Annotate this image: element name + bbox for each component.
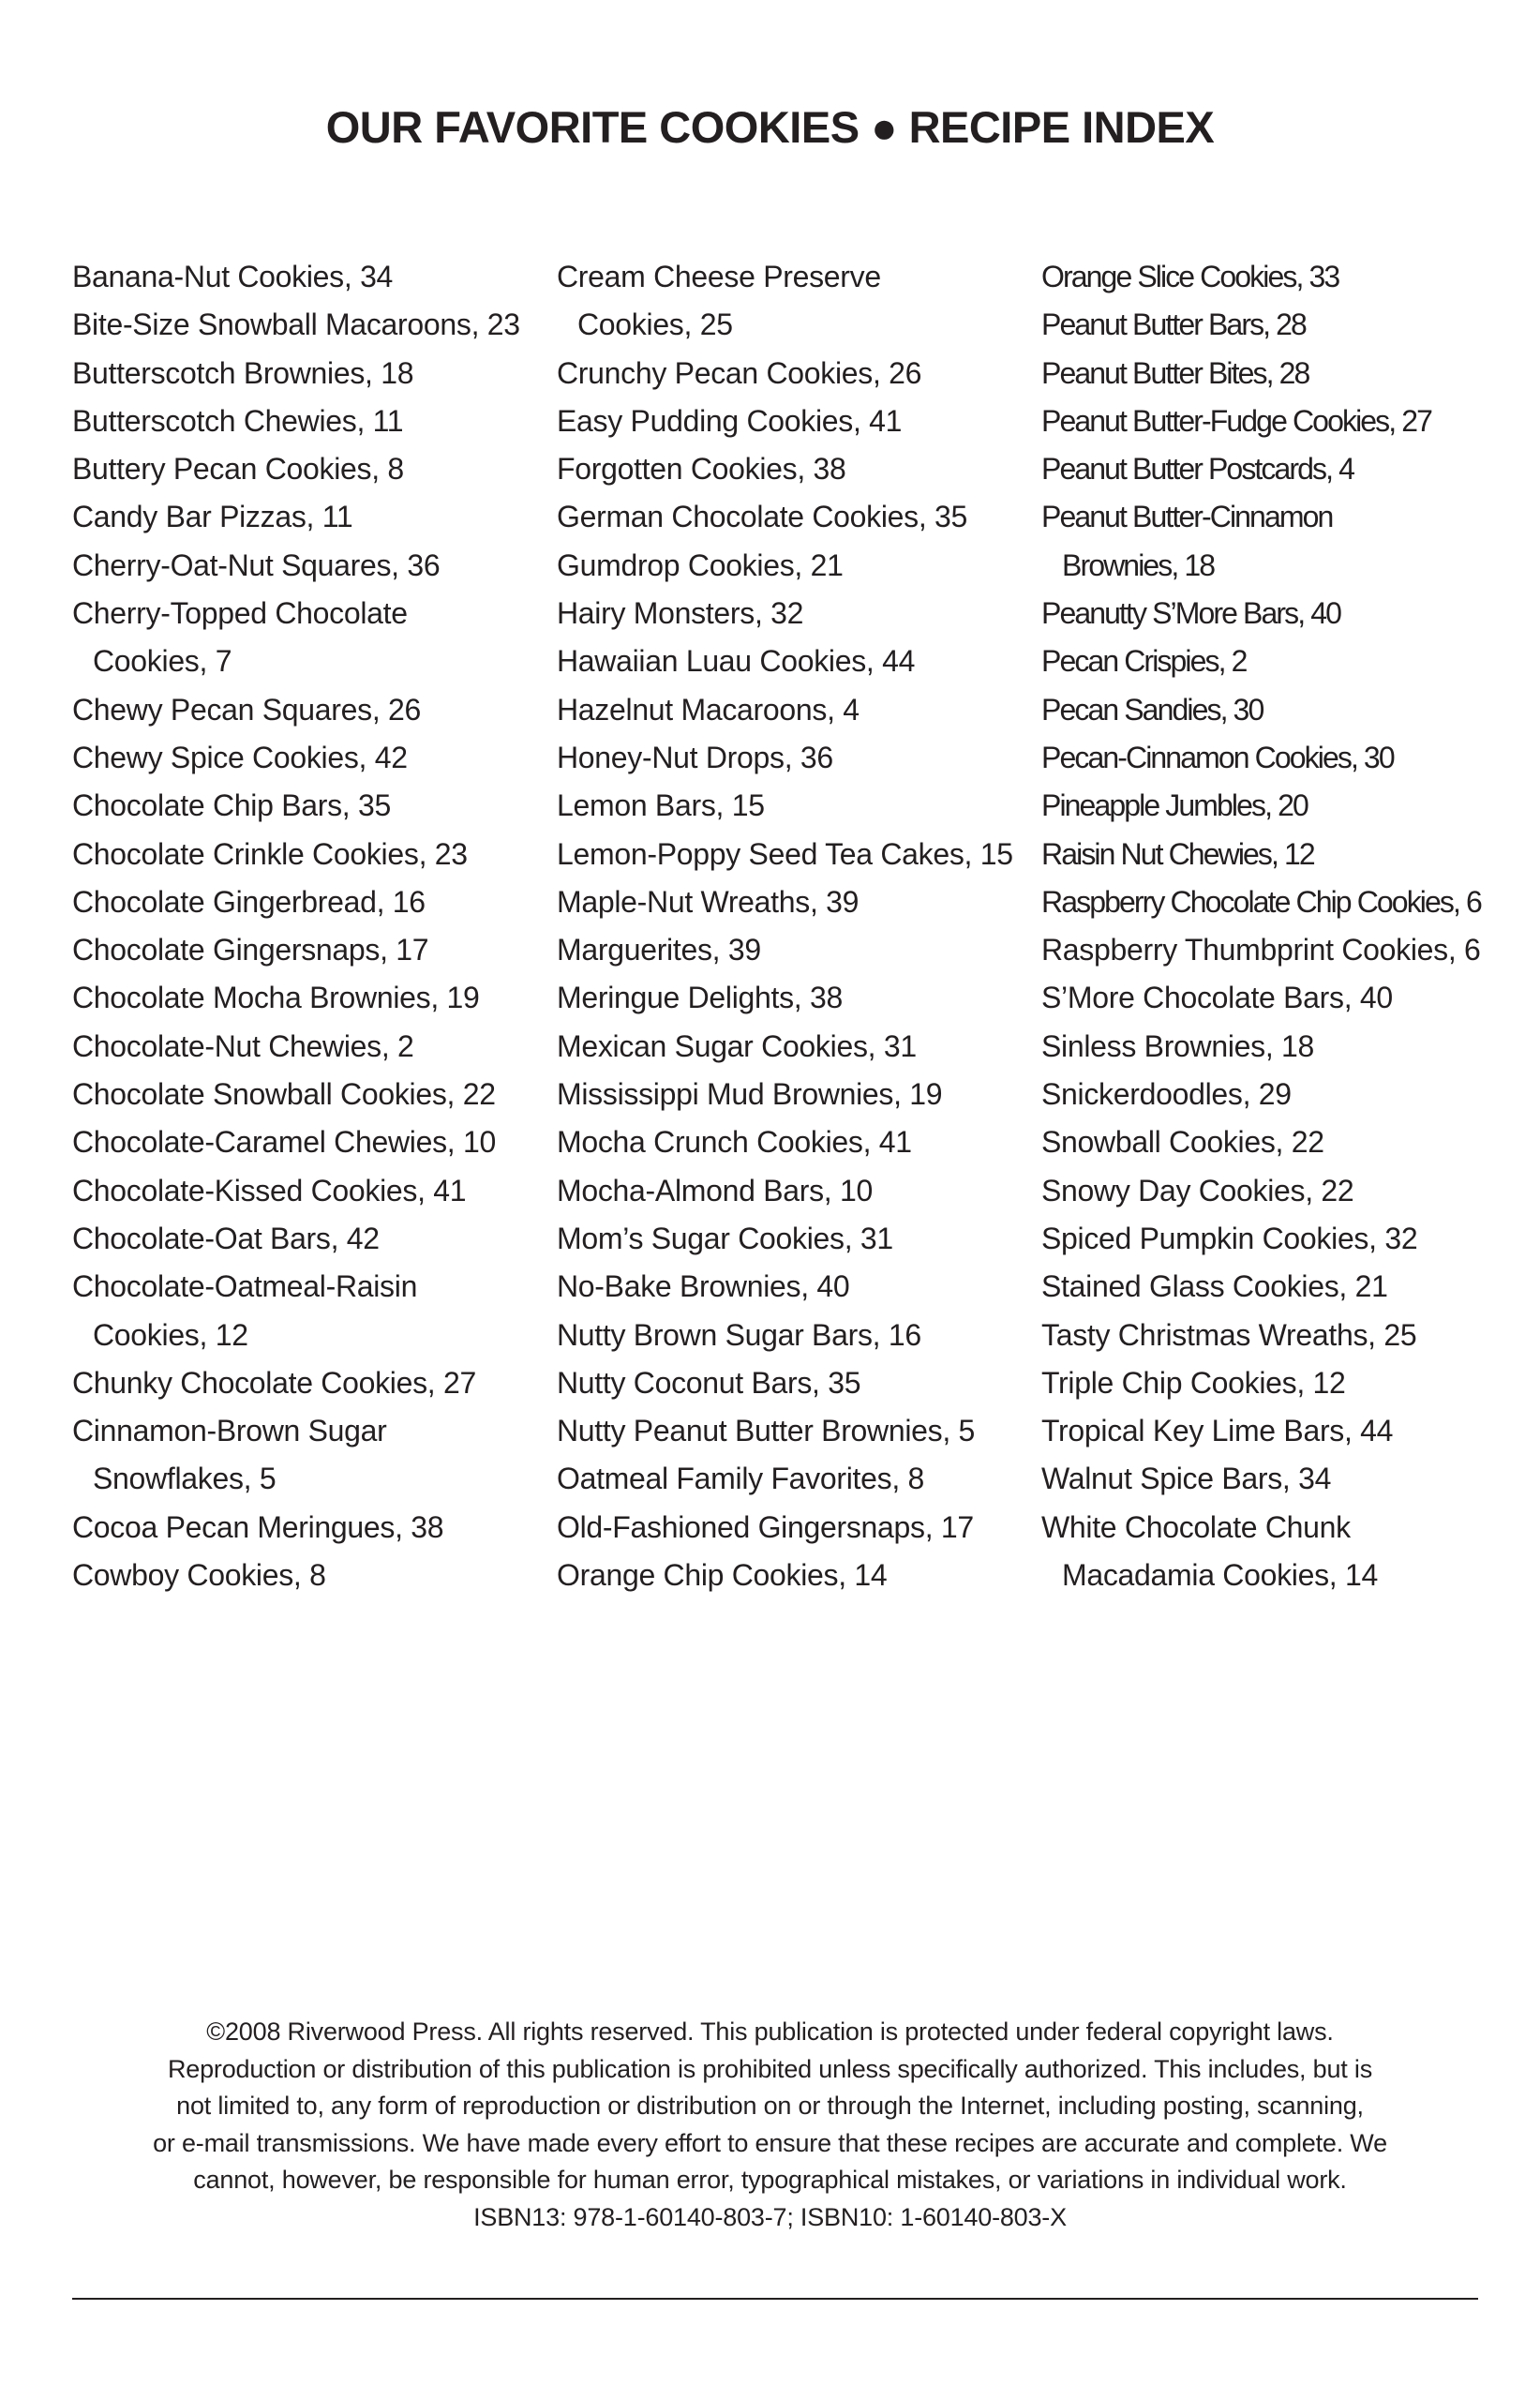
index-entry-text: Meringue Delights, 38 <box>557 981 843 1015</box>
index-entry <box>72 1263 520 1359</box>
index-entry <box>1041 1071 1481 1118</box>
index-entry-text: Peanut Butter-Fudge Cookies, 27 <box>1041 403 1432 438</box>
index-entry <box>72 590 520 686</box>
index-entry-text: Pecan Sandies, 30 <box>1041 692 1263 727</box>
index-entry-text: Chocolate-Caramel Chewies, 10 <box>72 1125 496 1160</box>
isbn-line: ISBN13: 978-1-60140-803-7; ISBN10: 1-60140-803-X <box>473 2202 1067 2231</box>
index-entry-text: Banana-Nut Cookies, 34 <box>72 260 394 293</box>
index-entry <box>557 590 1013 638</box>
index-entry <box>557 1071 1013 1118</box>
index-entry <box>557 1504 1013 1552</box>
index-entry <box>557 493 1013 541</box>
index-entry-text: Chewy Pecan Squares, 26 <box>72 692 421 727</box>
index-entry <box>72 782 520 830</box>
index-entry <box>557 1263 1013 1311</box>
index-entry-text: Cherry-Oat-Nut Squares, 36 <box>72 548 441 582</box>
index-entry <box>1041 493 1481 590</box>
index-entry-text: White Chocolate Chunk <box>1041 1509 1351 1544</box>
index-entry <box>72 1071 520 1118</box>
index-entry-text: Gumdrop Cookies, 21 <box>557 548 844 582</box>
index-entry <box>1041 686 1481 734</box>
index-entry <box>1041 926 1481 974</box>
index-entry <box>557 253 1013 350</box>
index-entry-text: Candy Bar Pizzas, 11 <box>72 500 353 534</box>
index-entry <box>1041 1263 1481 1311</box>
footer-line: not limited to, any form of reproduction or distribution on or through the Internet, including posting, scanning, <box>176 2092 1364 2120</box>
index-entry-text: Raspberry Chocolate Chip Cookies, 6 <box>1041 884 1481 919</box>
index-entry <box>1041 1023 1481 1071</box>
index-entry-continuation: Cookies, 12 <box>93 1317 248 1352</box>
index-entry <box>72 734 520 782</box>
index-entry-text: Snickerdoodles, 29 <box>1041 1077 1292 1112</box>
index-entry-text: Orange Chip Cookies, 14 <box>557 1558 888 1593</box>
index-entry-text: Peanut Butter Bites, 28 <box>1041 355 1309 390</box>
index-entry <box>557 1407 1013 1455</box>
index-entry <box>72 350 520 398</box>
index-entry-text: Snowball Cookies, 22 <box>1041 1125 1324 1160</box>
index-entry-text: Chocolate Mocha Brownies, 19 <box>72 981 480 1015</box>
index-entry <box>557 1118 1013 1166</box>
index-entry <box>72 493 520 541</box>
index-entry <box>72 1215 520 1263</box>
index-entry <box>1041 1455 1481 1503</box>
index-entry-text: Chocolate Gingerbread, 16 <box>72 884 426 919</box>
index-entry-text: Chocolate Snowball Cookies, 22 <box>72 1077 496 1112</box>
index-entry-continuation: Macadamia Cookies, 14 <box>1062 1558 1378 1593</box>
index-entry-text: Hazelnut Macaroons, 4 <box>557 692 860 727</box>
index-entry <box>1041 1359 1481 1407</box>
index-entry <box>1041 350 1481 398</box>
index-entry <box>1041 638 1481 685</box>
index-entry-text: Sinless Brownies, 18 <box>1041 1028 1315 1063</box>
index-entry-text: Nutty Brown Sugar Bars, 16 <box>557 1317 921 1352</box>
index-entry-text: Cherry-Topped Chocolate <box>72 596 408 631</box>
index-entry <box>1041 1504 1481 1600</box>
index-entry-text: Mom’s Sugar Cookies, 31 <box>557 1221 893 1255</box>
index-entry-text: Lemon-Poppy Seed Tea Cakes, 15 <box>557 836 1013 871</box>
index-entry <box>557 878 1013 926</box>
index-entry <box>72 301 520 349</box>
index-entry-text: Hairy Monsters, 32 <box>557 596 804 631</box>
index-entry-text: Orange Slice Cookies, 33 <box>1041 260 1339 293</box>
index-entry <box>72 253 520 301</box>
index-entry-text: Peanutty S’More Bars, 40 <box>1041 596 1341 631</box>
index-entry <box>557 926 1013 974</box>
index-entry <box>557 350 1013 398</box>
index-entry-text: Chocolate-Oatmeal-Raisin <box>72 1269 418 1304</box>
index-entry-continuation: Cookies, 25 <box>577 308 733 342</box>
index-entry-text: Mocha Crunch Cookies, 41 <box>557 1125 912 1160</box>
index-entry-text: Chocolate-Oat Bars, 42 <box>72 1221 380 1255</box>
index-entry <box>1041 445 1481 493</box>
index-entry-text: Oatmeal Family Favorites, 8 <box>557 1462 925 1496</box>
index-entry <box>557 1023 1013 1071</box>
footer-line: or e-mail transmissions. We have made every effort to ensure that these recipes are accurate and complete. We <box>153 2128 1387 2157</box>
index-entry-text: Buttery Pecan Cookies, 8 <box>72 452 404 487</box>
index-column-1 <box>72 253 520 1599</box>
index-entry <box>72 686 520 734</box>
index-entry-text: Mocha-Almond Bars, 10 <box>557 1173 873 1208</box>
index-entry-text: Chunky Chocolate Cookies, 27 <box>72 1365 476 1400</box>
index-entry-text: Walnut Spice Bars, 34 <box>1041 1462 1332 1496</box>
index-entry <box>557 542 1013 590</box>
index-entry-text: Nutty Coconut Bars, 35 <box>557 1365 861 1400</box>
index-entry-text: Mexican Sugar Cookies, 31 <box>557 1028 917 1063</box>
page-title: OUR FAVORITE COOKIES ● RECIPE INDEX <box>325 102 1215 152</box>
index-entry-text: Old-Fashioned Gingersnaps, 17 <box>557 1509 974 1544</box>
footer-line: Reproduction or distribution of this publication is prohibited unless specifically authorized. This includes, but is <box>167 2054 1372 2083</box>
index-entry <box>557 1455 1013 1503</box>
index-entry <box>1041 782 1481 830</box>
index-entry-text: Maple-Nut Wreaths, 39 <box>557 884 860 919</box>
index-entry-text: Chocolate-Nut Chewies, 2 <box>72 1028 414 1063</box>
index-entry-text: Raisin Nut Chewies, 12 <box>1041 836 1314 871</box>
index-entry-text: Mississippi Mud Brownies, 19 <box>557 1077 943 1112</box>
index-entry-text: Honey-Nut Drops, 36 <box>557 740 833 774</box>
index-entry <box>72 1118 520 1166</box>
index-entry <box>72 542 520 590</box>
index-entry-text: Chocolate Gingersnaps, 17 <box>72 933 429 968</box>
index-entry <box>72 1552 520 1599</box>
index-entry-text: Nutty Peanut Butter Brownies, 5 <box>557 1414 976 1448</box>
index-entry <box>557 831 1013 878</box>
index-entry <box>557 1552 1013 1599</box>
index-entry-text: Spiced Pumpkin Cookies, 32 <box>1041 1221 1418 1255</box>
index-entry <box>72 974 520 1022</box>
index-entry-text: German Chocolate Cookies, 35 <box>557 500 968 534</box>
index-entry-text: Cream Cheese Preserve <box>557 260 881 293</box>
index-entry <box>72 926 520 974</box>
index-entry-text: Peanut Butter Bars, 28 <box>1041 308 1306 342</box>
footer-line: ©2008 Riverwood Press. All rights reserved. This publication is protected under federal copyright laws. <box>206 2018 1334 2046</box>
index-entry <box>72 1167 520 1215</box>
index-entry-continuation: Cookies, 7 <box>93 644 232 679</box>
index-entry <box>1041 734 1481 782</box>
index-entry <box>557 638 1013 685</box>
index-entry <box>1041 1167 1481 1215</box>
index-entry <box>557 1215 1013 1263</box>
index-entry <box>557 1359 1013 1407</box>
index-entry-continuation: Snowflakes, 5 <box>93 1462 277 1496</box>
index-entry <box>1041 974 1481 1022</box>
index-entry <box>72 831 520 878</box>
index-entry-text: Cinnamon-Brown Sugar <box>72 1414 387 1448</box>
index-entry <box>1041 590 1481 638</box>
index-entry <box>72 1023 520 1071</box>
index-entry <box>1041 253 1481 301</box>
index-entry <box>557 398 1013 445</box>
index-entry-text: Butterscotch Brownies, 18 <box>72 355 414 390</box>
index-entry-text: Pecan-Cinnamon Cookies, 30 <box>1041 740 1394 774</box>
index-entry <box>557 445 1013 493</box>
index-entry-text: Raspberry Thumbprint Cookies, 6 <box>1041 933 1481 968</box>
footer-line: cannot, however, be responsible for human error, typographical mistakes, or variations in individual work. <box>193 2166 1347 2194</box>
index-entry-text: Pineapple Jumbles, 20 <box>1041 788 1308 823</box>
index-entry <box>557 686 1013 734</box>
index-entry <box>1041 1312 1481 1359</box>
index-entry <box>1041 398 1481 445</box>
index-entry <box>1041 1407 1481 1455</box>
index-entry-text: Butterscotch Chewies, 11 <box>72 403 404 438</box>
index-entry <box>72 878 520 926</box>
index-entry-text: Chewy Spice Cookies, 42 <box>72 740 408 774</box>
index-entry <box>72 1359 520 1407</box>
index-entry-text: Pecan Crispies, 2 <box>1041 644 1247 679</box>
index-entry-text: Forgotten Cookies, 38 <box>557 452 846 487</box>
index-entry-text: S’More Chocolate Bars, 40 <box>1041 981 1393 1015</box>
index-entry-text: Chocolate Chip Bars, 35 <box>72 788 391 823</box>
index-entry-text: Tasty Christmas Wreaths, 25 <box>1041 1317 1417 1352</box>
index-entry <box>557 974 1013 1022</box>
index-entry <box>1041 831 1481 878</box>
index-entry <box>1041 878 1481 926</box>
index-entry <box>1041 1118 1481 1166</box>
index-entry-text: Cocoa Pecan Meringues, 38 <box>72 1509 444 1544</box>
index-entry-text: Peanut Butter Postcards, 4 <box>1041 452 1354 487</box>
index-entry-text: Peanut Butter-Cinnamon <box>1041 500 1333 534</box>
index-entry <box>72 1504 520 1552</box>
index-entry <box>72 398 520 445</box>
index-column-3 <box>1041 253 1481 1599</box>
index-entry-text: Tropical Key Lime Bars, 44 <box>1041 1414 1394 1448</box>
index-entry <box>557 1167 1013 1215</box>
index-entry <box>557 734 1013 782</box>
index-entry <box>72 1407 520 1504</box>
index-entry-text: Cowboy Cookies, 8 <box>72 1558 326 1593</box>
copyright-notice <box>56 2014 1484 2236</box>
index-entry <box>557 1312 1013 1359</box>
index-entry-text: Stained Glass Cookies, 21 <box>1041 1269 1388 1304</box>
index-entry-text: Easy Pudding Cookies, 41 <box>557 403 903 438</box>
index-entry <box>1041 1215 1481 1263</box>
index-entry-text: Marguerites, 39 <box>557 933 761 968</box>
index-entry-text: Crunchy Pecan Cookies, 26 <box>557 355 922 390</box>
index-entry-text: No-Bake Brownies, 40 <box>557 1269 850 1304</box>
index-entry-continuation: Brownies, 18 <box>1062 548 1215 582</box>
index-entry-text: Hawaiian Luau Cookies, 44 <box>557 644 916 679</box>
index-entry-text: Snowy Day Cookies, 22 <box>1041 1173 1354 1208</box>
index-entry <box>1041 301 1481 349</box>
index-entry <box>72 445 520 493</box>
index-entry <box>557 782 1013 830</box>
index-entry-text: Bite-Size Snowball Macaroons, 23 <box>72 308 520 342</box>
index-entry-text: Chocolate Crinkle Cookies, 23 <box>72 836 468 871</box>
index-column-2 <box>557 253 1013 1599</box>
index-entry-text: Triple Chip Cookies, 12 <box>1041 1365 1346 1400</box>
index-entry-text: Chocolate-Kissed Cookies, 41 <box>72 1173 467 1208</box>
bottom-divider <box>72 2298 1478 2300</box>
index-entry-text: Lemon Bars, 15 <box>557 788 765 823</box>
